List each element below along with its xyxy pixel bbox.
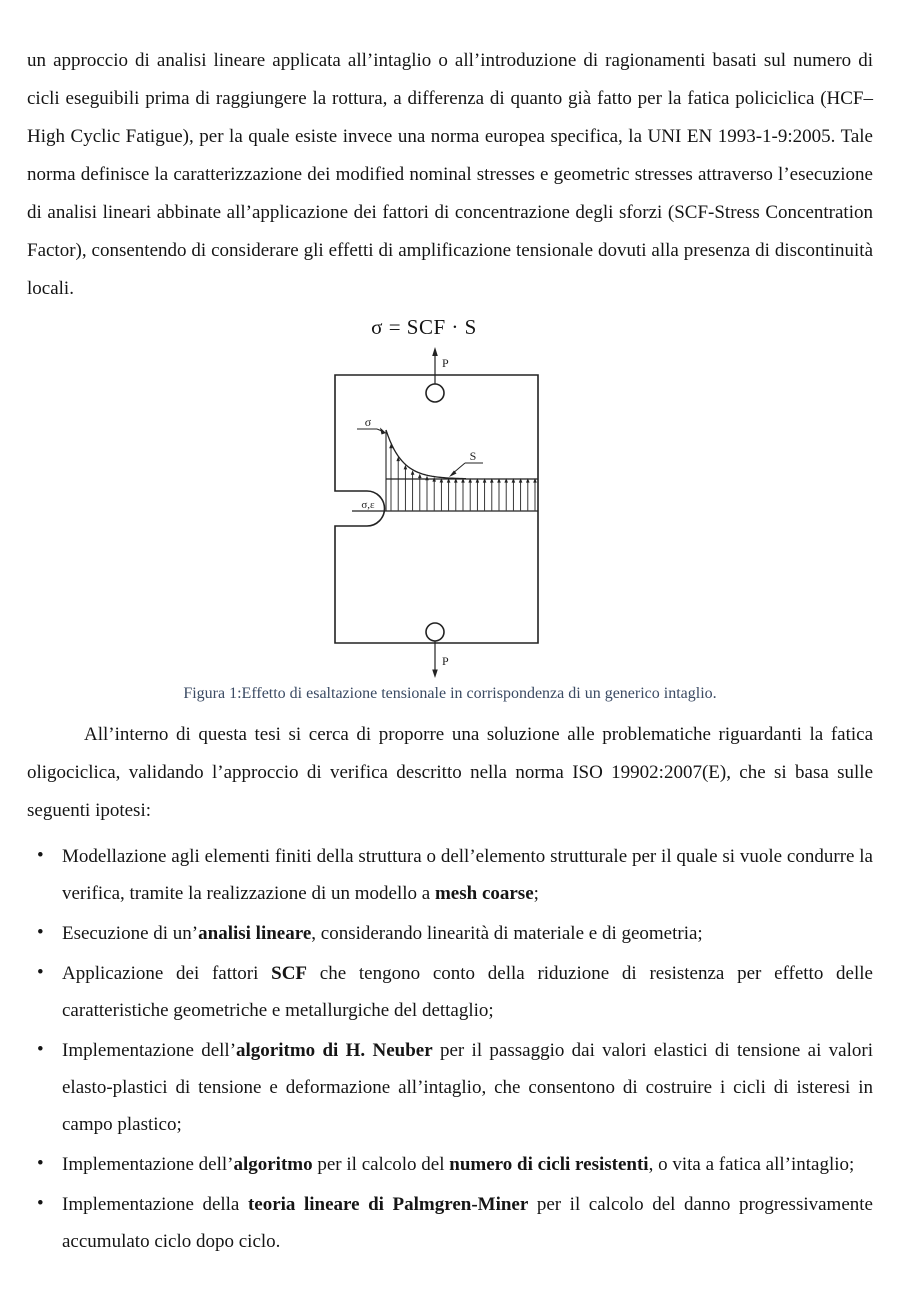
list-item-text: Modellazione agli elementi finiti della struttura o dell’elemento strutturale per il quale si vuole condurre la verifica, tramite la realizzazione di un modello a xyxy=(62,846,873,904)
figure-caption: Figura 1:Effetto di esaltazione tensionale in corrispondenza di un generico intaglio. xyxy=(183,685,717,702)
bullet-icon: • xyxy=(37,1153,44,1174)
pin-hole-bottom xyxy=(426,623,444,641)
list-item xyxy=(27,955,873,1029)
list-item-bold: algoritmo di H. Neuber xyxy=(236,1040,433,1061)
list-item-text: , o vita a fatica all’intaglio; xyxy=(648,1154,855,1175)
list-item-text: Implementazione dell’ xyxy=(62,1154,234,1175)
list-item-text: per il calcolo del xyxy=(312,1154,450,1175)
paragraph-intro: un approccio di analisi lineare applicata all’intaglio o all’introduzione di ragionamenti basati sul numero di cicli eseguibili prima di raggiungere la rottura, a differenza di quanto già fatto per la fatica policiclica (HCF–High Cyclic Fatigue), per la quale esiste invece una norma europea specifica, la UNI EN 1993-1-9:2005. Tale norma definisce la caratterizzazione dei modified nominal stresses e geometric stresses attraverso l’esecuzione di analisi lineari abbinate all’applicazione dei fattori di concentrazione degli sforzi (SCF-Stress Concentration Factor), consentendo di considerare gli effetti di amplificazione tensionale dovuti alla presenza di discontinuità locali. xyxy=(27,50,873,299)
bullet-icon: • xyxy=(37,922,44,943)
list-item-text: ; xyxy=(533,883,539,904)
p-label-bottom: P xyxy=(442,654,449,668)
list-item-bold: teoria lineare di Palmgren-Miner xyxy=(247,1194,529,1215)
list-item xyxy=(27,1032,873,1143)
s-label: S xyxy=(469,449,477,463)
list-item-text: Esecuzione di un’ xyxy=(62,923,199,944)
load-arrow-top-icon xyxy=(432,347,438,356)
notch-diagram xyxy=(330,342,542,682)
bullet-list xyxy=(27,838,873,1260)
load-arrow-bottom-icon xyxy=(432,670,438,679)
list-item-text: , considerando linearità di materiale e di geometria; xyxy=(311,923,703,944)
list-item-text: per il passaggio dai valori elastici di tensione ai valori elasto-plastici di tensione e deformazione all’intaglio, che consentono di costruire i cicli di isteresi in campo plastico; xyxy=(62,1040,873,1135)
pin-hole-top xyxy=(426,384,444,402)
notch-state-label: σ,ε xyxy=(361,499,375,511)
stress-hatch-lines xyxy=(389,444,537,511)
bullet-icon: • xyxy=(37,845,44,866)
list-item-text: Implementazione della xyxy=(62,1194,248,1215)
list-item-bold: analisi lineare xyxy=(198,923,312,944)
list-item-text: Applicazione dei fattori xyxy=(62,963,272,984)
list-item xyxy=(27,1186,873,1260)
sigma-arrowhead-icon xyxy=(380,428,386,435)
bullet-icon: • xyxy=(37,962,44,983)
p-label-top: P xyxy=(442,356,449,370)
list-item-text: per il calcolo del danno progressivamente accumulato ciclo dopo ciclo. xyxy=(62,1194,873,1252)
formula-scf: σ = SCF · S xyxy=(371,315,477,339)
list-item-bold: mesh coarse xyxy=(434,883,534,904)
list-item-text: che tengono conto della riduzione di resistenza per effetto delle caratteristiche geometriche e metallurgiche del dettaglio; xyxy=(62,963,873,1021)
list-item xyxy=(27,1146,873,1183)
list-item xyxy=(27,838,873,912)
list-item-bold: numero di cicli resistenti xyxy=(449,1154,649,1175)
sigma-label: σ xyxy=(364,415,372,429)
list-item-bold: SCF xyxy=(271,963,308,984)
bullet-icon: • xyxy=(37,1039,44,1060)
paragraph-thesis: All’interno di questa tesi si cerca di proporre una soluzione alle problematiche riguardanti la fatica oligociclica, validando l’approccio di verifica descritto nella norma ISO 19902:2007(E), che si basa sulle seguenti ipotesi: xyxy=(27,724,873,821)
list-item xyxy=(27,915,873,952)
bullet-icon: • xyxy=(37,1193,44,1214)
list-item-bold: algoritmo xyxy=(233,1154,313,1175)
figure-1 xyxy=(27,342,873,704)
list-item-text: Implementazione dell’ xyxy=(62,1040,237,1061)
